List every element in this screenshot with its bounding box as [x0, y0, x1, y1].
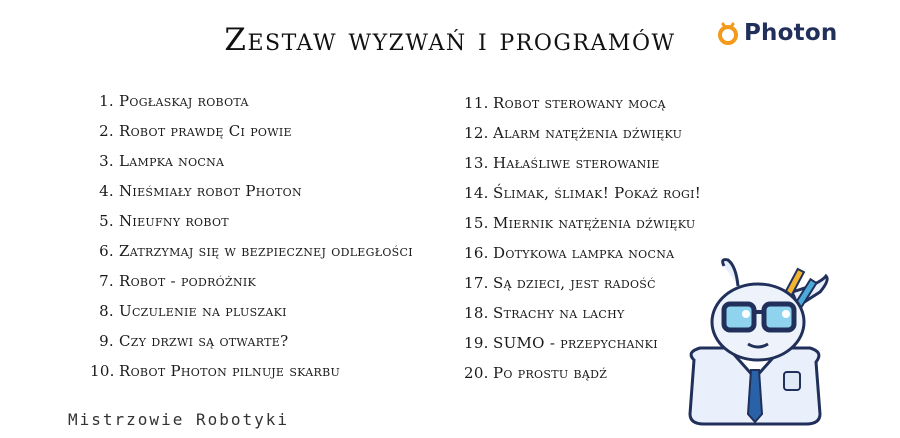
list-item — [464, 124, 682, 142]
list-item — [464, 184, 701, 202]
page-title: Zestaw wyzwań i programów — [224, 22, 676, 58]
list-item — [90, 272, 256, 290]
list-item-text: Robot sterowany mocą — [493, 94, 666, 112]
list-item-number: 9. — [99, 332, 114, 350]
list-item-number: 15. — [464, 214, 489, 232]
mistrzowie-robotyki-logo — [68, 410, 289, 429]
list-item-text: Po prostu bądź — [493, 364, 608, 382]
list-item — [90, 152, 224, 170]
list-item-text: Uczulenie na pluszaki — [119, 302, 287, 320]
list-item-number: 20. — [464, 364, 489, 382]
list-item — [464, 214, 695, 232]
list-item-number: 12. — [464, 124, 489, 142]
photon-logo — [716, 20, 837, 46]
list-item — [464, 304, 625, 322]
list-item-text: Nieśmiały robot Photon — [119, 182, 302, 200]
list-item-text: Ślimak, ślimak! Pokaż rogi! — [493, 184, 702, 202]
list-item — [90, 362, 340, 380]
list-item — [90, 212, 229, 230]
list-item-number: 19. — [464, 334, 489, 352]
list-item-number: 7. — [99, 272, 114, 290]
list-item — [90, 332, 288, 350]
list-item-text: Zatrzymaj się w bezpiecznej odległości — [119, 242, 413, 260]
list-item-text: Czy drzwi są otwarte? — [119, 332, 289, 350]
footer-brand-text: Mistrzowie Robotyki — [68, 410, 290, 429]
list-item-text: Dotykowa lampka nocna — [493, 244, 675, 262]
list-item — [90, 182, 302, 200]
photon-logo-text: Photon — [744, 20, 838, 46]
list-item-number: 11. — [464, 94, 489, 112]
list-item — [464, 94, 666, 112]
list-item — [90, 302, 287, 320]
list-item-number: 5. — [99, 212, 114, 230]
list-item-number: 4. — [99, 182, 114, 200]
list-item — [464, 154, 660, 172]
list-item-text: Robot - podróżnik — [119, 272, 257, 290]
list-item — [464, 274, 656, 292]
list-item-text: Lampka nocna — [119, 152, 225, 170]
list-item-number: 13. — [464, 154, 489, 172]
list-item-number: 3. — [99, 152, 114, 170]
list-item-text: Nieufny robot — [119, 212, 229, 230]
list-item-number: 14. — [464, 184, 489, 202]
list-item-number: 1. — [99, 92, 114, 110]
list-item-text: Miernik natężenia dźwięku — [493, 214, 696, 232]
list-item-text: Są dzieci, jest radość — [493, 274, 656, 292]
list-item-number: 10. — [90, 362, 115, 380]
list-item — [464, 364, 607, 382]
list-item-number: 16. — [464, 244, 489, 262]
photon-robot-illustration — [680, 252, 830, 432]
list-item — [90, 242, 413, 260]
list-item-text: Hałaśliwe sterowanie — [493, 154, 660, 172]
list-item — [90, 122, 292, 140]
list-item-text: Strachy na lachy — [493, 304, 625, 322]
list-item-text: SUMO - przepychanki — [493, 334, 658, 352]
list-item-text: Robot Photon pilnuje skarbu — [119, 362, 341, 380]
list-item — [464, 334, 658, 352]
list-item-text: Pogłaskaj robota — [119, 92, 249, 110]
list-item-number: 2. — [99, 122, 114, 140]
list-item-text: Alarm natężenia dźwięku — [493, 124, 683, 142]
list-item-number: 18. — [464, 304, 489, 322]
list-item-number: 17. — [464, 274, 489, 292]
list-item — [464, 244, 674, 262]
list-item-number: 8. — [99, 302, 114, 320]
list-item — [90, 92, 249, 110]
list-item-text: Robot prawdę Ci powie — [119, 122, 292, 140]
list-item-number: 6. — [99, 242, 114, 260]
photon-logo-icon — [716, 20, 740, 46]
